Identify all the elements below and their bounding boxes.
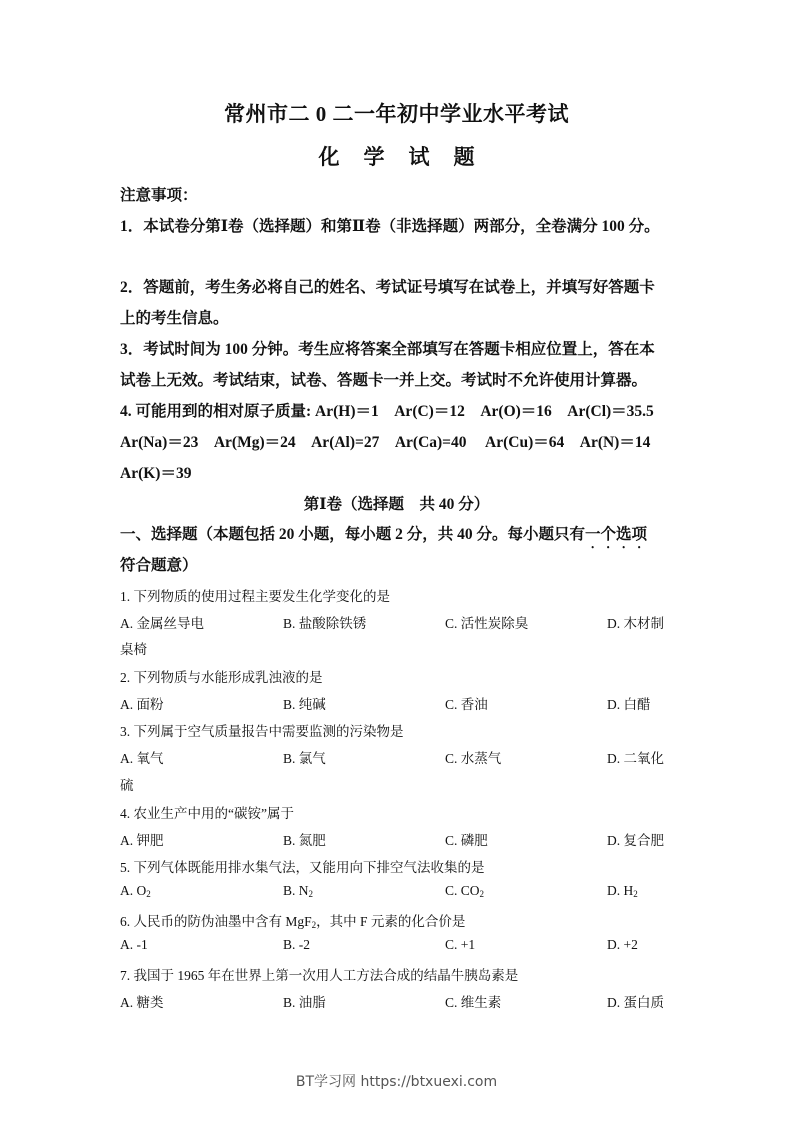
question-3-option-d-wrap: 硫 xyxy=(120,778,134,793)
question-2-option-d: D. 白醋 xyxy=(607,697,651,712)
question-3-option-c: C. 水蒸气 xyxy=(445,751,502,766)
subscript: 2 xyxy=(146,889,151,899)
question-3-option-a: A. 氧气 xyxy=(120,751,164,766)
option-label: C. CO xyxy=(445,883,480,898)
option-label: B. N xyxy=(283,883,309,898)
section-instructions-text: 一、选择题（本题包括 20 小题，每小题 2 分，共 40 分。每小题只有 xyxy=(120,526,586,543)
notice-item-2-line-2: 上的考生信息。 xyxy=(120,310,229,327)
watermark-footer: BT学习网 https://btxuexi.com xyxy=(295,1074,498,1090)
question-5-stem: 5. 下列气体既能用排水集气法，又能用向下排空气法收集的是 xyxy=(120,860,485,875)
question-5-option-d xyxy=(607,883,638,899)
stem-text: ，其中 F 元素的化合价是 xyxy=(316,914,466,929)
question-1-option-b: B. 盐酸除铁锈 xyxy=(283,616,367,631)
question-1-stem: 1. 下列物质的使用过程主要发生化学变化的是 xyxy=(120,589,390,604)
question-4-option-c: C. 磷肥 xyxy=(445,833,488,848)
notice-item-2-line-1: 2．答题前，考生务必将自己的姓名、考试证号填写在试卷上，并填写好答题卡 xyxy=(120,279,655,296)
question-7-option-b: B. 油脂 xyxy=(283,995,326,1010)
question-1-option-a: A. 金属丝导电 xyxy=(120,616,204,631)
section-instructions-line-2: 符合题意） xyxy=(120,557,198,574)
question-6-option-b: B. -2 xyxy=(283,937,310,952)
question-6-stem xyxy=(120,910,465,930)
question-4-option-d: D. 复合肥 xyxy=(607,833,664,848)
subscript: 2 xyxy=(479,889,485,899)
question-7-option-c: C. 维生素 xyxy=(445,995,502,1010)
question-4-stem: 4. 农业生产中用的“碳铵”属于 xyxy=(120,806,294,821)
question-4-option-a: A. 钾肥 xyxy=(120,833,164,848)
question-5-option-a xyxy=(120,883,151,899)
question-3-option-d: D. 二氧化 xyxy=(607,751,664,766)
question-6-option-a: A. -1 xyxy=(120,937,148,952)
question-1-option-d-wrap: 桌椅 xyxy=(120,642,147,657)
option-label: D. H xyxy=(607,883,634,898)
question-3-option-b: B. 氯气 xyxy=(283,751,326,766)
question-5-option-b xyxy=(283,883,313,899)
exam-title: 常州市二 0 二一年初中学业水平考试 xyxy=(224,102,569,126)
question-7-stem: 7. 我国于 1965 年在世界上第一次用人工方法合成的结晶牛胰岛素是 xyxy=(120,968,519,983)
notice-item-4-line-2: Ar(Na)＝23 Ar(Mg)＝24 Ar(Al)=27 Ar(Ca)=40 Ar(Cu)＝64 Ar(N)＝14 xyxy=(120,434,651,451)
question-5-option-c xyxy=(445,883,484,899)
emphasized-text: 一个选项 xyxy=(585,526,648,543)
question-1-option-c: C. 活性炭除臭 xyxy=(445,616,529,631)
question-7-option-a: A. 糖类 xyxy=(120,995,164,1010)
question-4-option-b: B. 氮肥 xyxy=(283,833,326,848)
question-2-option-a: A. 面粉 xyxy=(120,697,164,712)
question-2-option-c: C. 香油 xyxy=(445,697,488,712)
option-label: A. O xyxy=(120,883,147,898)
question-6-option-d: D. +2 xyxy=(607,937,638,952)
section-instructions-line-1 xyxy=(120,522,647,552)
subscript: 2 xyxy=(311,920,317,930)
question-6-option-c: C. +1 xyxy=(445,937,476,952)
subscript: 2 xyxy=(308,889,314,899)
question-3-stem: 3. 下列属于空气质量报告中需要监测的污染物是 xyxy=(120,724,404,739)
question-2-option-b: B. 纯碱 xyxy=(283,697,326,712)
section-title: 第Ⅰ卷（选择题 共 40 分） xyxy=(303,496,490,513)
notice-item-4-line-3: Ar(K)＝39 xyxy=(120,465,192,482)
notice-item-1: 1．本试卷分第Ⅰ卷（选择题）和第Ⅱ卷（非选择题）两部分，全卷满分 100 分。 xyxy=(120,218,660,235)
subscript: 2 xyxy=(633,889,638,899)
exam-subject-title: 化学试题 xyxy=(318,145,499,169)
notice-item-3-line-1: 3．考试时间为 100 分钟。考生应将答案全部填写在答题卡相应位置上，答在本 xyxy=(120,341,655,358)
notice-heading: 注意事项： xyxy=(120,187,198,204)
notice-item-3-line-2: 试卷上无效。考试结束，试卷、答题卡一并上交。考试时不允许使用计算器。 xyxy=(120,372,648,389)
question-1-option-d: D. 木材制 xyxy=(607,616,664,631)
notice-item-4-line-1: 4. 可能用到的相对原子质量: Ar(H)＝1 Ar(C)＝12 Ar(O)＝16 Ar(Cl)＝35.5 xyxy=(120,403,654,420)
stem-text: 6. 人民币的防伪油墨中含有 MgF xyxy=(120,914,312,929)
question-2-stem: 2. 下列物质与水能形成乳浊液的是 xyxy=(120,670,323,685)
question-7-option-d: D. 蛋白质 xyxy=(607,995,664,1010)
